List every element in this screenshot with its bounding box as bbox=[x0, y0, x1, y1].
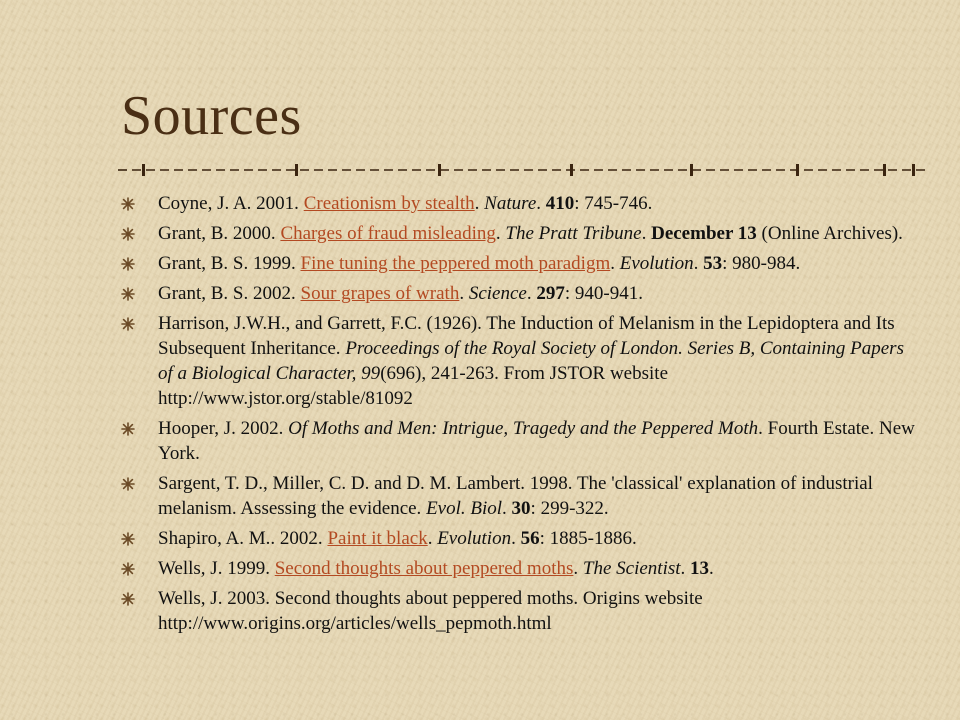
asterisk-bullet-icon bbox=[121, 227, 135, 241]
reference-text: Harrison, J.W.H., and Garrett, F.C. (1926). The Induction of Melanism in the Lepidoptera and Its Subsequent Inheritance. bbox=[158, 313, 895, 359]
reference-text: Wells, J. 2003. Second thoughts about peppered moths. Origins website http://www.origins.org/articles/wells_pepmoth.html bbox=[158, 588, 703, 634]
slide-title: Sources bbox=[121, 85, 302, 147]
reference-item bbox=[121, 281, 921, 306]
reference-text: Wells, J. 1999. bbox=[158, 558, 275, 579]
reference-text: Shapiro, A. M.. 2002. bbox=[158, 528, 328, 549]
reference-text: . bbox=[459, 283, 469, 304]
reference-link[interactable]: Paint it black bbox=[327, 528, 428, 549]
reference-text: . bbox=[495, 223, 506, 244]
reference-text: . bbox=[502, 498, 512, 519]
reference-text: . bbox=[573, 558, 583, 579]
reference-text: Sargent, T. D., Miller, C. D. and D. M. Lambert. 1998. The 'classical' explanation of industrial melanism. Assessing the evidence. bbox=[158, 473, 873, 519]
reference-item bbox=[121, 471, 921, 521]
asterisk-bullet-icon bbox=[121, 317, 135, 331]
reference-text: . bbox=[709, 558, 714, 579]
reference-source: Evolution bbox=[437, 528, 512, 549]
reference-text: : 1885-1886. bbox=[539, 528, 637, 549]
reference-source: Proceedings of the Royal Society of London. Series B, Containing Papers of a Biological Character, 99 bbox=[158, 338, 904, 384]
reference-text: : 980-984. bbox=[722, 253, 801, 274]
reference-source: Of Moths and Men: Intrigue, Tragedy and the Peppered Moth bbox=[288, 418, 759, 439]
asterisk-bullet-icon bbox=[121, 532, 135, 546]
reference-text: Grant, B. S. 2002. bbox=[158, 283, 301, 304]
reference-item bbox=[121, 556, 921, 581]
reference-text: : 299-322. bbox=[530, 498, 609, 519]
reference-volume: 13 bbox=[690, 558, 710, 579]
reference-text: (Online Archives). bbox=[756, 223, 903, 244]
reference-source: Nature bbox=[484, 193, 537, 214]
reference-text: . bbox=[511, 528, 521, 549]
reference-volume: 410 bbox=[545, 193, 575, 214]
reference-volume: 30 bbox=[511, 498, 531, 519]
reference-text: Coyne, J. A. 2001. bbox=[158, 193, 304, 214]
reference-source: The Pratt Tribune bbox=[505, 223, 642, 244]
reference-text: . bbox=[693, 253, 704, 274]
reference-item bbox=[121, 586, 921, 636]
decorative-dash-divider bbox=[118, 160, 930, 180]
asterisk-bullet-icon bbox=[121, 287, 135, 301]
reference-link[interactable]: Fine tuning the peppered moth paradigm bbox=[300, 253, 611, 274]
reference-text: Hooper, J. 2002. bbox=[158, 418, 289, 439]
asterisk-bullet-icon bbox=[121, 562, 135, 576]
reference-volume: 56 bbox=[520, 528, 540, 549]
reference-text: : 745-746. bbox=[574, 193, 653, 214]
reference-item bbox=[121, 416, 921, 466]
reference-list bbox=[121, 191, 921, 641]
reference-item bbox=[121, 191, 921, 216]
reference-item bbox=[121, 311, 921, 411]
asterisk-bullet-icon bbox=[121, 477, 135, 491]
reference-text: . bbox=[536, 193, 546, 214]
reference-item bbox=[121, 526, 921, 551]
reference-text: . Fourth Estate. New York. bbox=[158, 418, 915, 464]
reference-source: The Scientist bbox=[582, 558, 681, 579]
asterisk-bullet-icon bbox=[121, 257, 135, 271]
reference-volume: 53 bbox=[703, 253, 723, 274]
asterisk-bullet-icon bbox=[121, 422, 135, 436]
reference-source: Evol. Biol bbox=[426, 498, 503, 519]
reference-text: . bbox=[610, 253, 620, 274]
reference-link[interactable]: Second thoughts about peppered moths bbox=[274, 558, 574, 579]
reference-link[interactable]: Creationism by stealth bbox=[303, 193, 475, 214]
reference-text: . bbox=[680, 558, 691, 579]
reference-text: Grant, B. S. 1999. bbox=[158, 253, 301, 274]
reference-link[interactable]: Sour grapes of wrath bbox=[300, 283, 460, 304]
asterisk-bullet-icon bbox=[121, 197, 135, 211]
reference-source: Science bbox=[468, 283, 527, 304]
reference-text: : 940-941. bbox=[564, 283, 643, 304]
reference-text: Grant, B. 2000. bbox=[158, 223, 281, 244]
reference-volume: 297 bbox=[536, 283, 565, 304]
reference-text: . bbox=[474, 193, 485, 214]
reference-text: (696), 241-263. From JSTOR website http://www.jstor.org/stable/81092 bbox=[158, 363, 668, 409]
asterisk-bullet-icon bbox=[121, 592, 135, 606]
reference-text: . bbox=[427, 528, 438, 549]
reference-item bbox=[121, 221, 921, 246]
reference-text: . bbox=[526, 283, 537, 304]
reference-volume: December 13 bbox=[651, 223, 757, 244]
reference-item bbox=[121, 251, 921, 276]
reference-source: Evolution bbox=[619, 253, 694, 274]
reference-text: . bbox=[641, 223, 652, 244]
reference-link[interactable]: Charges of fraud misleading bbox=[280, 223, 496, 244]
